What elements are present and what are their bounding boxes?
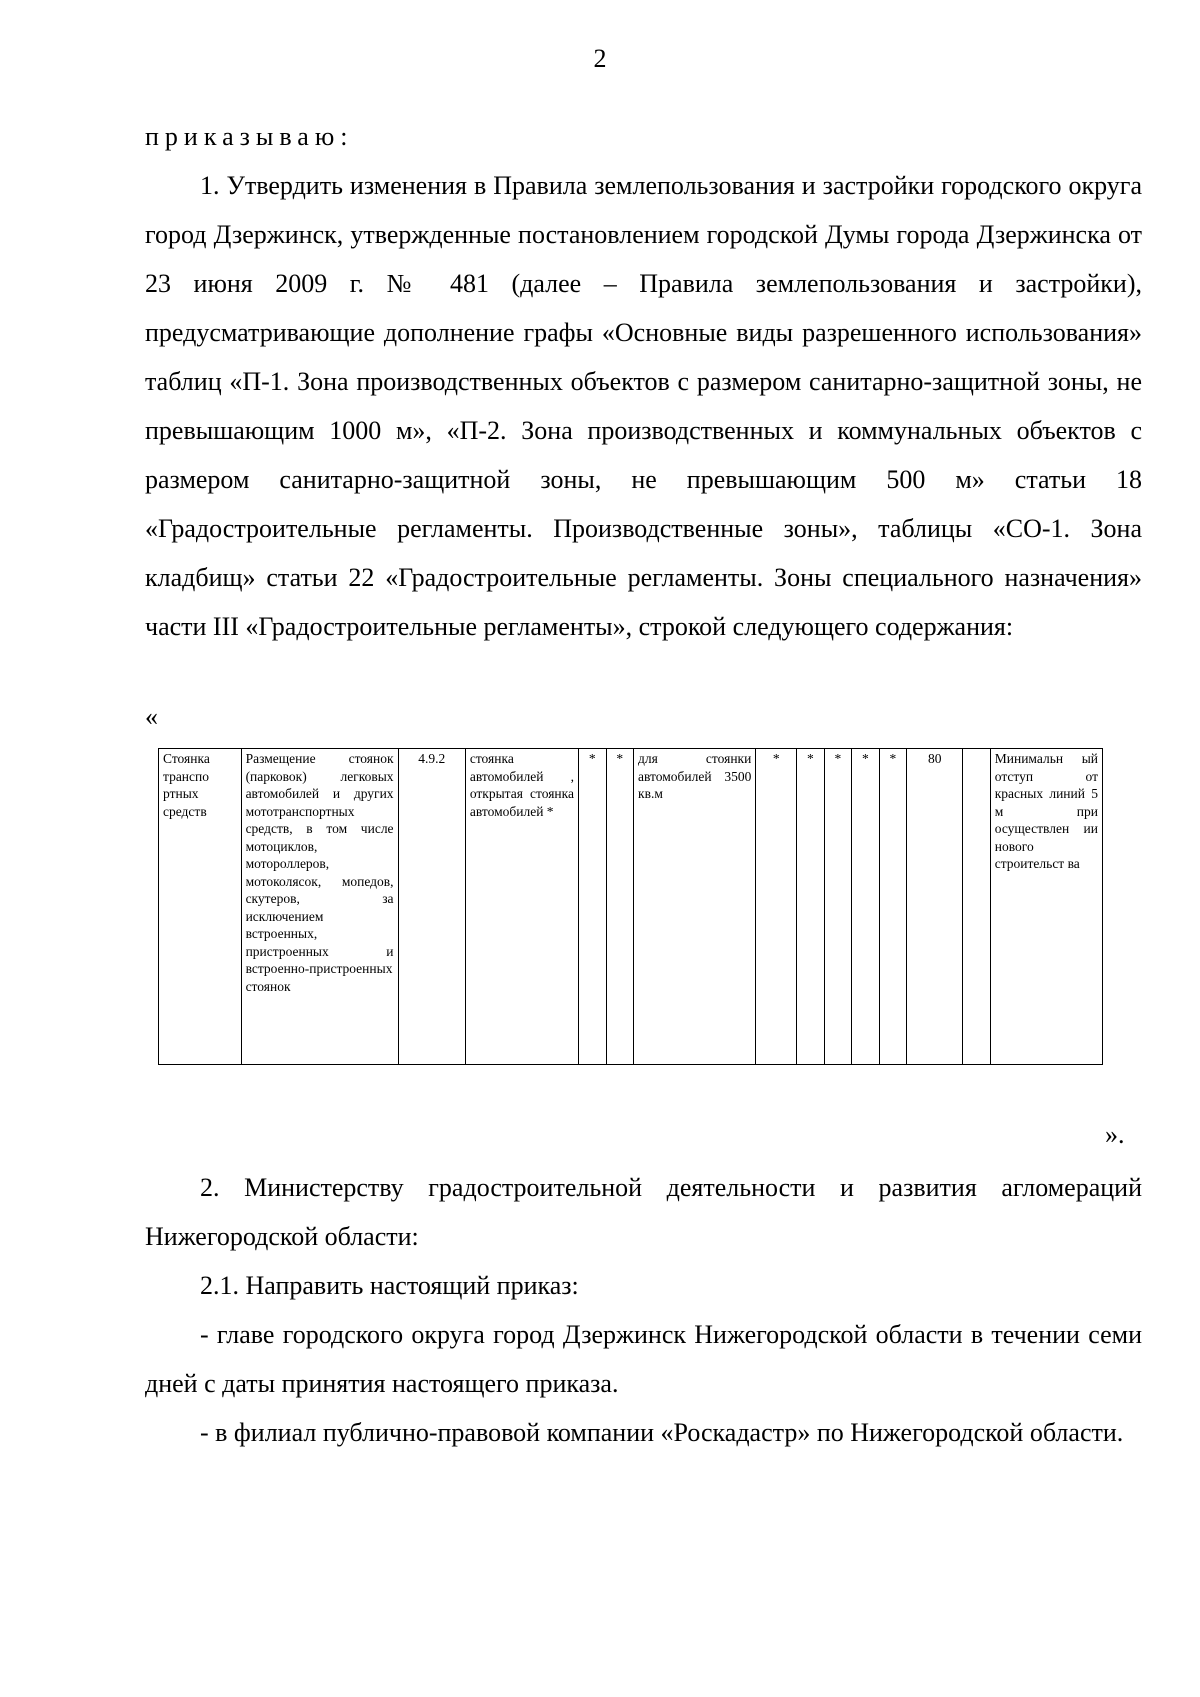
item-2-1-paragraph: 2.1. Направить настоящий приказ: <box>200 1271 579 1300</box>
bullet-1-paragraph: - главе городского округа город Дзержинск Нижегородской области в течении семи дней с даты принятия настоящего приказа. <box>145 1320 1142 1398</box>
item-2-paragraph: 2. Министерству градостроительной деятельности и развития агломераций Нижегородской области: <box>145 1173 1142 1251</box>
table-cell-star: * <box>852 749 880 1065</box>
order-word: приказываю: <box>145 122 354 151</box>
table-cell-name: Стоянка транспо ртных средств <box>159 749 242 1065</box>
regulations-table <box>158 748 1103 1065</box>
table-cell-star: * <box>879 749 907 1065</box>
table-cell-empty <box>963 749 991 1065</box>
bullet-2-paragraph: - в филиал публично-правовой компании «Роскадастр» по Нижегородской области. <box>200 1418 1124 1447</box>
item-1-paragraph: 1. Утвердить изменения в Правила землепользования и застройки городского округа город Дзержинск, утвержденные постановлением городской Думы города Дзержинска от 23 июня 2009 г. № 481 (далее – Правила землепользования и застройки), предусматривающие дополнение графы «Основные виды разрешенного использования» таблиц «П-1. Зона производственных объектов с размером санитарно-защитной зоны, не превышающим 1000 м», «П-2. Зона производственных и коммунальных объектов с размером санитарно-защитной зоны, не превышающим 500 м» статьи 18 «Градостроительные регламенты. Производственные зоны», таблицы «СО-1. Зона кладбищ» статьи 22 «Градостроительные регламенты. Зоны специального назначения» части III «Градостроительные регламенты», строкой следующего содержания: <box>145 171 1142 641</box>
table-cell-description: Размещение стоянок (парковок) легковых автомобилей и других мототранспортных средств, в том числе мотоциклов, мотороллеров, мотоколясок, мопедов, скутеров, за исключением встроенных, пристроенных и встроенно-пристроенных стоянок <box>241 749 398 1065</box>
table-cell-code: 4.9.2 <box>398 749 465 1065</box>
main-text-block <box>145 112 1142 651</box>
opening-quote: « <box>145 702 158 731</box>
page-number: 2 <box>593 44 607 73</box>
table-row <box>159 749 1103 1065</box>
closing-quote: ». <box>1105 1120 1125 1149</box>
table-cell-percent: 80 <box>907 749 963 1065</box>
table-cell-star: * <box>578 749 606 1065</box>
table-cell-star: * <box>756 749 797 1065</box>
table-cell-star: * <box>797 749 825 1065</box>
table-cell-star: * <box>824 749 852 1065</box>
table-cell-notes: Минимальн ый отступ от красных линий 5 м при осуществлен ии нового строительст ва <box>990 749 1102 1065</box>
table-cell-area: для стоянки автомобилей 3500 кв.м <box>634 749 756 1065</box>
bottom-text-block <box>145 1163 1142 1457</box>
table-cell-objects: стоянка автомобилей , открытая стоянка автомобилей * <box>465 749 578 1065</box>
table-cell-star: * <box>606 749 634 1065</box>
